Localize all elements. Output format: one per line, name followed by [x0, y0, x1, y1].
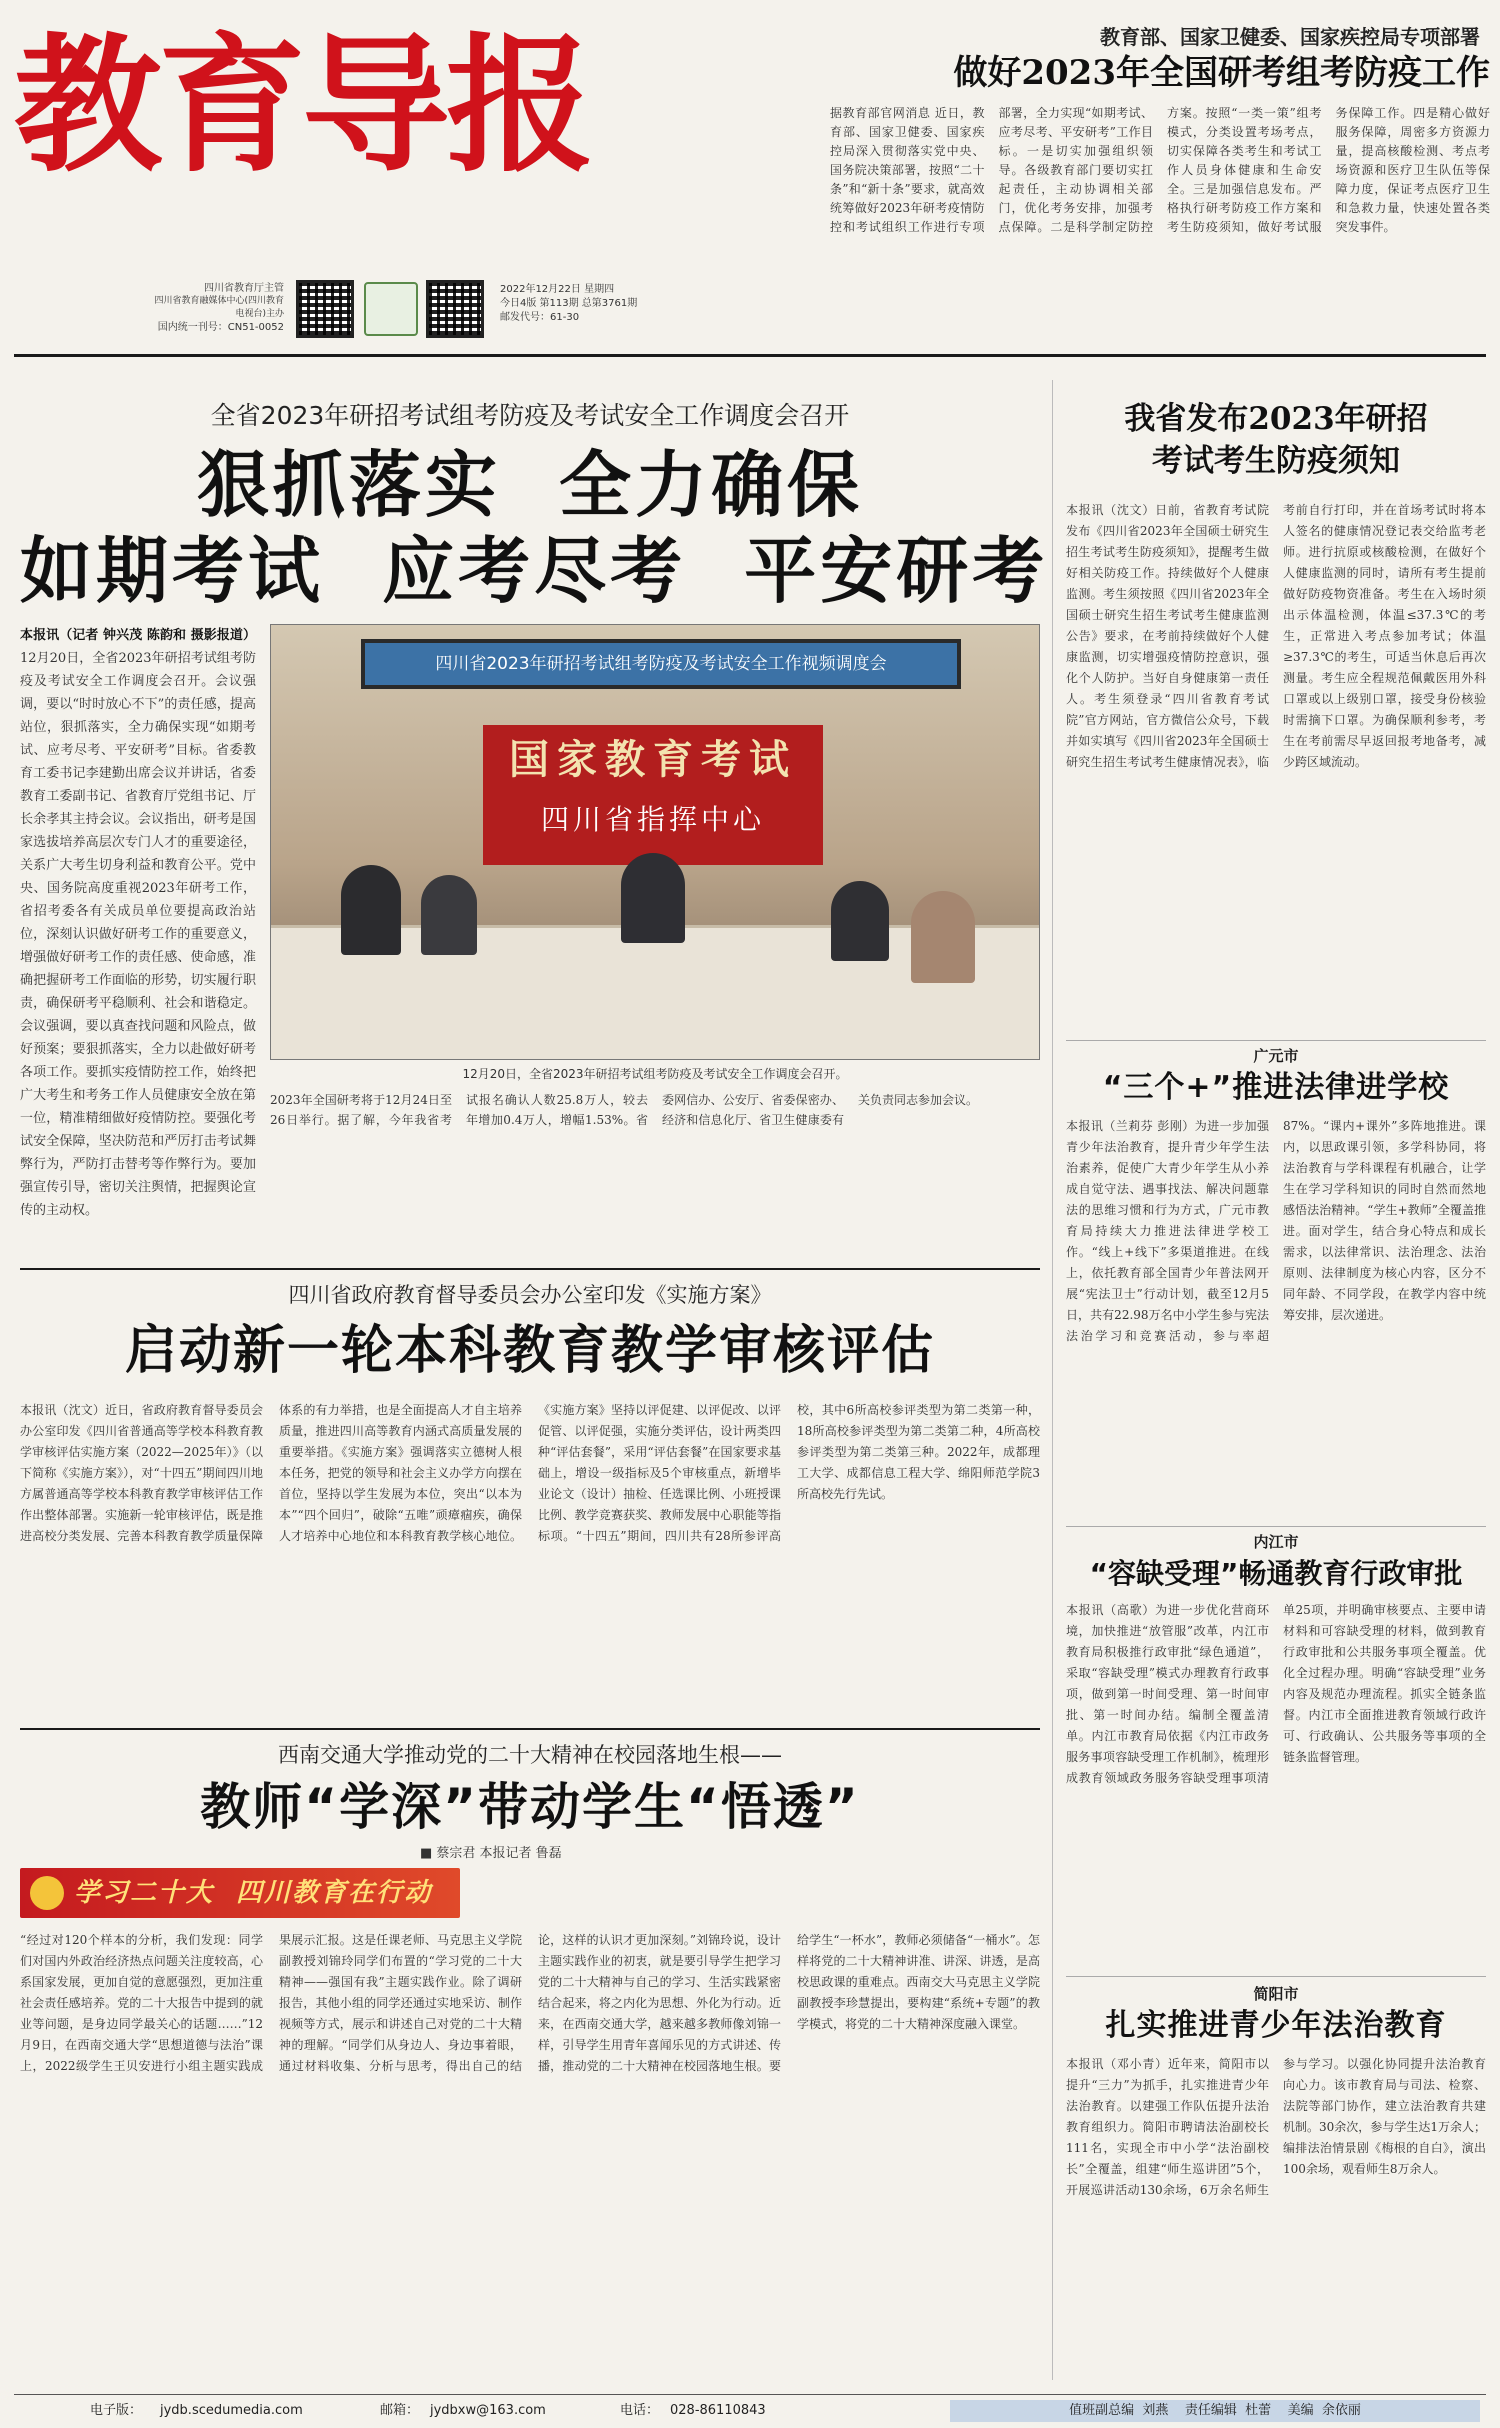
right1-body: 本报讯（沈文）日前，省教育考试院发布《四川省2023年全国硕士研究生招生考试考生防疫须知》，提醒考生做好相关防疫工作。持续做好个人健康监测。考生须按照《四川省2023年全国硕士研究生招生考试考生健康监测公告》要求，在考前持续做好个人健康监测，切实增强疫情防控意识，强化个人防护。当好自身健康第一责任人。考生须登录“四川省教育考试院”官方网站，官方微信公众号，下载并如实填写《四川省2023年全国硕士研究生招生考试考生健康情况表》，临考前自行打印，并在首场考试时将本人签名的健康情况登记表交给监考老师。进行抗原或核酸检测，在做好个人健康监测的同时，请所有考生提前做好防疫物资准备。考生在入场时须出示体温检测，体温≤37.3℃的考生，正常进入考点参加考试；体温≥37.3℃的考生，可适当休息后再次测量。考生应全程规范佩戴医用外科口罩或以上级别口罩，接受身份核验时需摘下口罩。为确保顺利参考，考生在考前需尽早返回报考地备考，减少跨区域流动。	[1066, 503, 1486, 769]
audit-headline: 启动新一轮本科教育教学审核评估	[124, 1321, 935, 1381]
footer-mail-value[interactable]: jydbxw@163.com	[430, 2403, 546, 2418]
footer	[20, 2400, 1480, 2424]
top-story-kicker: 教育部、国家卫健委、国家疾控局专项部署	[1100, 25, 1480, 49]
footer-editors: 值班副总编 刘燕 责任编辑 杜蕾 美编 余依丽	[950, 2400, 1480, 2422]
jianyang-body: 本报讯（邓小青）近年来，简阳市以提升“三力”为抓手，扎实推进青少年法治教育。以建强工作队伍提升法治教育组织力。简阳市聘请法治副校长111名，实现全市中小学“法治副校长”全覆盖，组建“师生巡讲团”5个，开展巡讲活动130余场，6万余名师生参与学习。以强化协同提升法治教育向心力。该市教育局与司法、检察、法院等部门协作，建立法治教育共建机制。30余次，参与学生达1万余人；编排法治情景剧《梅根的自白》，演出100余场，观看师生8万余人。	[1066, 2057, 1486, 2197]
rule	[1066, 1976, 1486, 1977]
jianyang-headline: 扎实推进青少年法治教育	[1105, 2008, 1447, 2043]
lead-headline-2: 如期考试 应考尽考 平安研考	[20, 529, 1049, 613]
masthead-meta: 四川省教育厅主管 四川省教育融媒体中心(四川教育电视台)主办 国内统一刊号：CN51-0052	[154, 283, 284, 333]
neijiang-headline: “容缺受理”畅通教育行政审批	[1089, 1557, 1463, 1590]
right1-headline-2: 考试考生防疫须知	[1152, 443, 1400, 479]
top-story-body: 据教育部官网消息 近日，教育部、国家卫健委、国家疾控局深入贯彻落实党中央、国务院决策部署，按照“二十条”和“新十条”要求，就高效统筹做好2023年研考疫情防控和考试组织工作进行专项部署，全力实现“如期考试、应考尽考、平安研考”工作目标。一是切实加强组织领导。各级教育部门要切实扛起责任，主动协调相关部门，优化考务安排，加强考点保障。二是科学制定防控方案。按照“一类一策”组考模式，分类设置考场考点，切实保障各类考生和考试工作人员身体健康和生命安全。三是加强信息发布。严格执行研考防疫工作方案和考生防疫须知，做好考试服务保障工作。四是精心做好服务保障，周密多方资源力量，提高核酸检测、考点考场资源和医疗卫生队伍等保障力度，保证考点医疗卫生和急救力量，快速处置各类突发事件。	[830, 106, 1490, 234]
audit-body: 本报讯（沈文）近日，省政府教育督导委员会办公室印发《四川省普通高等学校本科教育教学审核评估实施方案（2022—2025年）》（以下简称《实施方案》），对“十四五”期间四川地方属普通高等学校本科教育教学审核评估工作作出整体部署。实施新一轮审核评估，既是推进高校分类发展、完善本科教育教学质量保障体系的有力举措，也是全面提高人才自主培养质量，推进四川高等教育内涵式高质量发展的重要举措。《实施方案》强调落实立德树人根本任务，把党的领导和社会主义办学方向摆在首位，坚持以学生发展为本位，突出“以本为本”“四个回归”，破除“五唯”顽瘴痼疾，确保人才培养中心地位和本科教育教学核心地位。《实施方案》坚持以评促建、以评促改、以评促管、以评促强，实施分类评估，设计两类四种“评估套餐”，采用“评估套餐”在国家要求基础上，增设一级指标及5个审核重点，新增毕业论文（设计）抽检、任选课比例、小班授课比例、教学竞赛获奖、教师发展中心职能等指标项。“十四五”期间，四川共有28所参评高校，其中6所高校参评类型为第二类第一种，18所高校参评类型为第二类第二种，4所高校参评类型为第二类第三种。2022年，成都理工大学、成都信息工程大学、绵阳师范学院3所高校先行先试。	[20, 1403, 1040, 1543]
footer-web-label: 电子版：	[90, 2403, 143, 2418]
wechat-logo-icon	[364, 282, 418, 336]
audit-kicker: 四川省政府教育督导委员会办公室印发《实施方案》	[288, 1283, 772, 1307]
video-screen	[361, 639, 961, 689]
neijiang-region: 内江市	[1253, 1533, 1299, 1551]
qr-code-1	[296, 280, 354, 338]
column-divider	[1052, 380, 1053, 2380]
lead-byline: 本报讯（记者 钟兴茂 陈韵和 摄影报道）	[20, 628, 256, 643]
lead-body-text: 12月20日，全省2023年研招考试组考防疫及考试安全工作调度会召开。会议强调，要以“时时放心不下”的责任感，提高站位，狠抓落实，全力确保实现“如期考试、应考尽考、平安研考”目标。省委教育工委书记李建勤出席会议并讲话，省委教育工委副书记、省教育厅党组书记、厅长余孝其主持会议。会议指出，研考是国家选拔培养高层次专门人才的重要途径，关系广大考生切身利益和教育公平。党中央、国务院高度重视2023年研考工作，省招考委各有关成员单位要提高政治站位，深刻认识做好研考工作的重要意义，增强做好研考工作的责任感、使命感，准确把握研考工作面临的形势，切实履行职责，确保研考平稳顺利、社会和谐稳定。会议强调，要以真查找问题和风险点，做好预案；要狠抓落实，全力以赴做好研考各项工作。要抓实疫情防控工作，始终把广大考生和考务工作人员健康安全放在第一位，精准精细做好疫情防控。要强化考试安全保障，坚决防范和严厉打击考试舞弊行为，严防打击替考等作弊行为。要加强宣传引导，密切关注舆情，把握舆论宣传的主动权。	[20, 651, 256, 1218]
footer-web-value[interactable]: jydb.scedumedia.com	[160, 2403, 303, 2418]
attendee	[341, 865, 401, 955]
attendee	[421, 875, 477, 955]
right1-headline-1: 我省发布2023年研招	[1124, 401, 1428, 437]
masthead-rule	[14, 354, 1486, 357]
lead-headline-1: 狠抓落实 全力确保	[196, 443, 864, 527]
red-wall-sign	[483, 725, 823, 865]
swjtu-headline: 教师“学深”带动学生“悟透”	[200, 1778, 860, 1836]
rule	[1066, 1040, 1486, 1041]
guangyuan-region: 广元市	[1253, 1047, 1299, 1065]
video-screen-banner: 四川省2023年研招考试组考防疫及考试安全工作视频调度会	[435, 654, 887, 674]
rule	[1066, 1526, 1486, 1527]
swjtu-kicker: 西南交通大学推动党的二十大精神在校园落地生根——	[278, 1743, 782, 1767]
issue-info: 2022年12月22日 星期四 今日4版 第113期 总第3761期 邮发代号：61-30	[500, 284, 638, 323]
guangyuan-body: 本报讯（兰莉芬 彭刚）为进一步加强青少年法治教育，提升青少年学生法治素养，促使广大青少年学生从小养成自觉守法、遇事找法、解决问题靠法的思维习惯和行为方式，广元市教育局持续大力推进法律进学校工作。“线上+线下”多渠道推进。在线上，依托教育部全国青少年普法网开展“宪法卫士”行动计划，截至12月5日，共有22.98万名中小学生参与宪法法治学习和竞赛活动，参与率超87%。“课内+课外”多阵地推进。课内，以思政课引领，多学科协同，将法治教育与学科课程有机融合，让学生在学习学科知识的同时自然而然地感悟法治精神。“学生+教师”全覆盖推进。面对学生，结合身心特点和成长需求，以法律常识、法治理念、法治原则、法律制度为核心内容，区分不同年龄、不同学段，在教学内容中统筹安排，层次递进。	[1066, 1119, 1486, 1343]
wall-sign-title: 国家教育考试	[509, 736, 797, 783]
study-banner-text: 学习二十大 四川教育在行动	[74, 1878, 433, 1908]
jianyang-region: 简阳市	[1253, 1985, 1299, 2003]
attendee	[831, 881, 889, 961]
swjtu-byline: ■ 蔡宗君 本报记者 鲁磊	[420, 1846, 562, 1861]
lead-body	[20, 624, 256, 1252]
footer-phone-value: 028-86110843	[670, 2403, 766, 2418]
swjtu-body: “经过对120个样本的分析，我们发现：同学们对国内外政治经济热点问题关注度较高，心系国家发展，更加自觉的意愿强烈，更加注重社会责任感培养。党的二十大报告中提到的就业等问题，是身边同学最关心的话题……”12月9日，在西南交通大学“思想道德与法治”课上，2022级学生王贝安进行小组主题实践成果展示汇报。这是任课老师、马克思主义学院副教授刘锦玲同学们布置的“学习党的二十大精神——强国有我”主题实践作业。除了调研报告，其他小组的同学还通过实地采访、制作视频等方式，展示和讲述自己对党的二十大精神的理解。“同学们从身边人、身边事着眼，通过材料收集、分析与思考，得出自己的结论，这样的认识才更加深刻。”刘锦玲说，设计主题实践作业的初衷，就是要引导学生把学习党的二十大精神与自己的学习、生活实践紧密结合起来，将之内化为思想、外化为行动。近来，在西南交通大学，越来越多教师像刘锦一样，引导学生用青年喜闻乐见的方式讲述、传播，推动党的二十大精神在校园落地生根。要给学生“一杯水”，教师必须储备“一桶水”。怎样将党的二十大精神讲准、讲深、讲透，是高校思政课的重难点。西南交大马克思主义学院副教授李珍慧提出，要构建“系统+专题”的教学模式，将党的二十大精神深度融入课堂。	[20, 1933, 1040, 2073]
lead-body-tail: 2023年全国研考将于12月24日至26日举行。据了解，今年我省考试报名确认人数25.8万人，较去年增加0.4万人，增幅1.53%。省委网信办、公安厅、省委保密办、经济和信息化厅、省卫生健康委有关负责同志参加会议。	[270, 1093, 979, 1127]
footer-mail-label: 邮箱：	[380, 2403, 420, 2418]
rule	[20, 1268, 1040, 1270]
neijiang-body: 本报讯（高歌）为进一步优化营商环境，加快推进“放管服”改革，内江市教育局积极推行政审批“绿色通道”，采取“容缺受理”模式办理教育行政事项，做到第一时间受理、第一时间审批、第一时间办结。编制全覆盖清单。内江市教育局依据《内江市政务服务事项容缺受理工作机制》，梳理形成教育领域政务服务容缺受理事项清单25项，并明确审核要点、主要申请材料和可容缺受理的材料，做到教育行政审批和公共服务事项全覆盖。优化全过程办理。明确“容缺受理”业务内容及规范办理流程。抓实全链条监督。内江市全面推进教育领域行政许可、行政确认、公共服务等事项的全链条监督管理。	[1066, 1603, 1486, 1785]
footer-phone-label: 电话：	[620, 2403, 660, 2418]
lead-kicker: 全省2023年研招考试组考防疫及考试安全工作调度会召开	[210, 401, 850, 430]
attendee	[621, 853, 685, 943]
study-banner	[20, 1868, 460, 1918]
guangyuan-headline: “三个+”推进法律进学校	[1102, 1070, 1450, 1105]
rule	[20, 1728, 1040, 1730]
party-emblem-icon	[30, 1876, 64, 1910]
masthead-title: 教育导报	[14, 18, 590, 192]
lead-photo	[270, 624, 1040, 1060]
attendee	[911, 891, 975, 983]
top-story-headline: 做好2023年全国研考组考防疫工作	[953, 53, 1490, 93]
masthead	[0, 0, 1500, 360]
qr-code-2	[426, 280, 484, 338]
footer-rule	[14, 2394, 1486, 2395]
wall-sign-sub: 四川省指挥中心	[540, 803, 765, 836]
lead-photo-caption: 12月20日，全省2023年研招考试组考防疫及考试安全工作调度会召开。	[462, 1067, 848, 1081]
